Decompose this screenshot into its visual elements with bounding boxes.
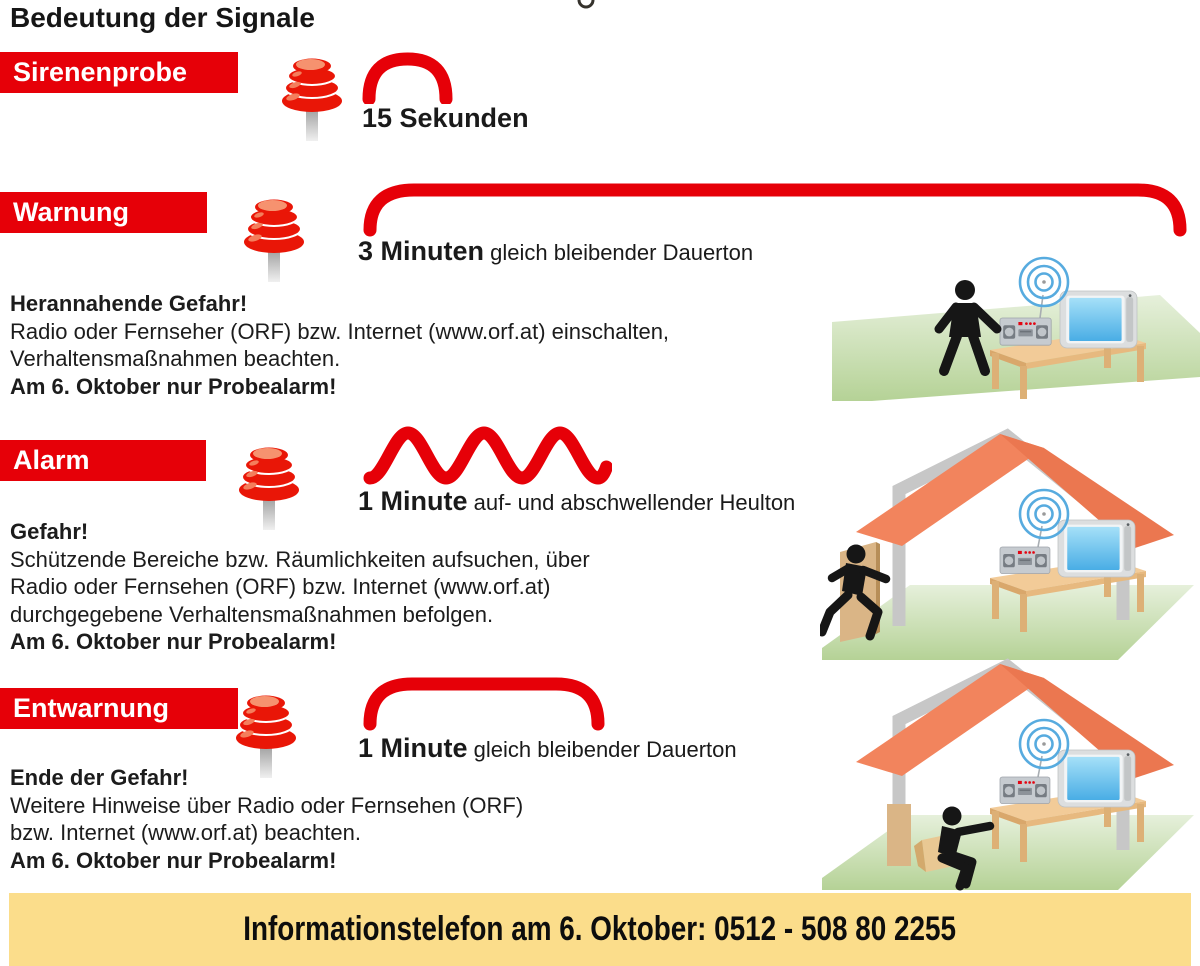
- section-banner-warnung: [0, 192, 207, 233]
- duration-value: 3 Minuten: [358, 236, 484, 266]
- duration-value: 1 Minute: [358, 733, 468, 763]
- section-label: Sirenenprobe: [13, 57, 188, 87]
- duration-value: 15 Sekunden: [362, 103, 529, 133]
- section-text-alarm: [10, 518, 590, 656]
- tv-icon: [1058, 750, 1135, 807]
- section-line: Radio oder Fernseher (ORF) bzw. Internet (www.orf.at) einschalten,: [10, 318, 670, 344]
- cropped-letter-fragment: [577, 0, 595, 9]
- signal-long-flat-arc-icon: [362, 182, 1188, 237]
- door-figure: [887, 804, 911, 866]
- radio-icon: [1000, 547, 1050, 574]
- tv-icon: [1058, 520, 1135, 577]
- section-label: Entwarnung: [13, 693, 169, 723]
- signal-duration: [358, 236, 753, 267]
- section-line: Radio oder Fernsehen (ORF) bzw. Internet (www.orf.at): [10, 574, 551, 599]
- radio-icon: [1000, 777, 1050, 804]
- signal-duration: [358, 733, 737, 764]
- duration-detail: auf- und abschwellender Heulton: [473, 490, 796, 515]
- signal-duration: [362, 103, 529, 134]
- roof-left-figure: [856, 434, 1044, 546]
- duration-detail: gleich bleibender Dauerton: [490, 240, 754, 265]
- scene-house-sitting-illustration: [820, 658, 1200, 891]
- section-banner-entwarnung: [0, 688, 238, 729]
- section-text-warnung: [10, 290, 669, 400]
- section-label: Alarm: [13, 445, 90, 475]
- info-banner-text: Informationstelefon am 6. Oktober: 0512 - 508 80 2255: [243, 910, 957, 948]
- section-text-entwarnung: [10, 764, 523, 874]
- section-banner-alarm: [0, 440, 206, 481]
- siren-icon: [243, 196, 305, 284]
- signal-short-arc-icon: [360, 52, 455, 104]
- signal-medium-flat-arc-icon: [362, 676, 607, 731]
- info-banner: [9, 893, 1191, 966]
- page-title: Bedeutung der Signale: [10, 2, 315, 33]
- section-line: Weitere Hinweise über Radio oder Fernsehen (ORF): [10, 792, 524, 818]
- section-line: Schützende Bereiche bzw. Räumlichkeiten aufsuchen, über: [10, 546, 590, 572]
- tv-icon: [1060, 291, 1137, 348]
- signal-duration: [358, 486, 795, 517]
- section-heading: Ende der Gefahr!: [10, 765, 189, 790]
- section-heading: Herannahende Gefahr!: [10, 291, 248, 316]
- scene-radio-tv-illustration: [832, 255, 1200, 401]
- section-note: Am 6. Oktober nur Probealarm!: [10, 373, 337, 399]
- section-heading: Gefahr!: [10, 519, 89, 544]
- signal-wave-icon: [362, 420, 612, 490]
- section-note: Am 6. Oktober nur Probealarm!: [10, 847, 337, 873]
- section-line: Verhaltensmaßnahmen beachten.: [10, 346, 341, 371]
- duration-value: 1 Minute: [358, 486, 468, 516]
- radio-icon: [1000, 318, 1051, 345]
- duration-detail: gleich bleibender Dauerton: [473, 737, 737, 762]
- section-line: bzw. Internet (www.orf.at) beachten.: [10, 820, 361, 845]
- siren-icon: [281, 55, 343, 143]
- roof-left-figure: [856, 664, 1044, 776]
- scene-house-running-illustration: [820, 428, 1200, 661]
- section-label: Warnung: [13, 197, 129, 227]
- section-line: durchgegebene Verhaltensmaßnahmen befolgen.: [10, 601, 494, 627]
- section-note: Am 6. Oktober nur Probealarm!: [10, 629, 337, 654]
- section-banner-sirenenprobe: [0, 52, 238, 93]
